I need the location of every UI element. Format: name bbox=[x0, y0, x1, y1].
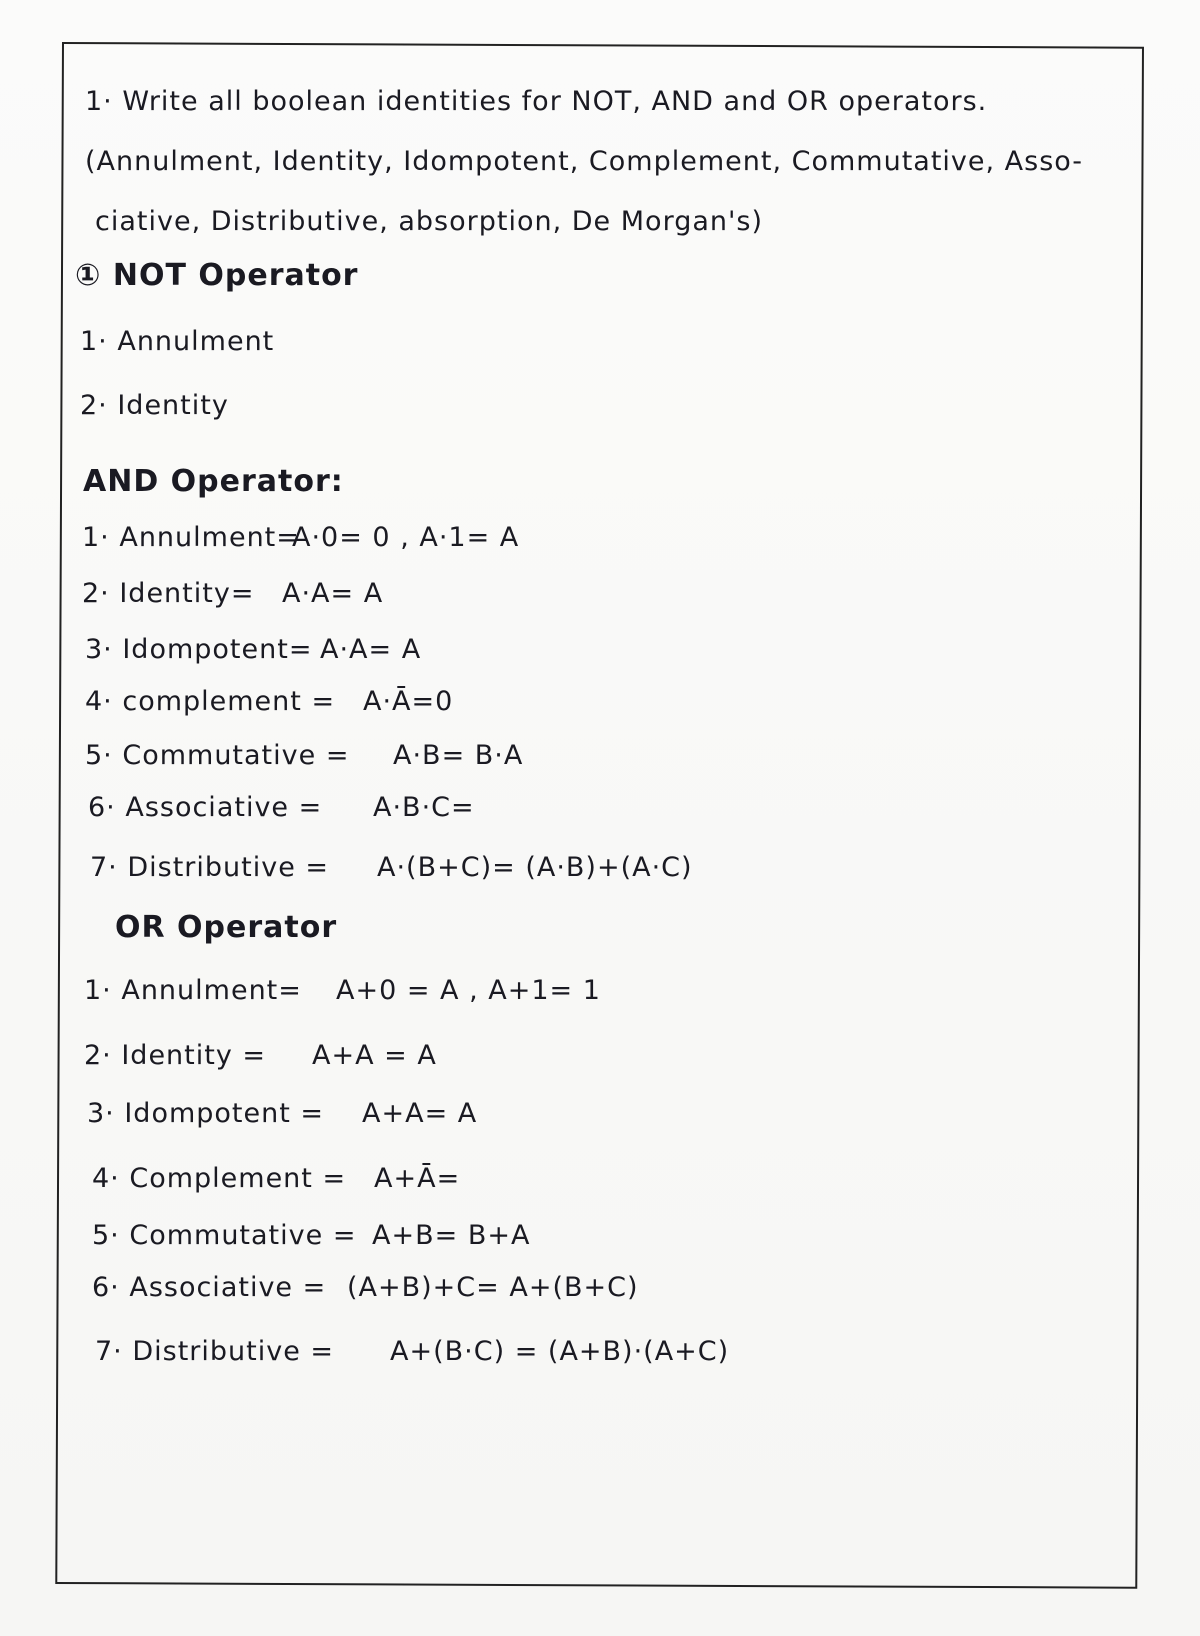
identity-label: 4· complement = bbox=[85, 686, 336, 717]
identity-label: 7· Distributive = bbox=[90, 852, 330, 883]
identity-label: 2· Identity = bbox=[84, 1040, 267, 1071]
identity-label: 6· Associative = bbox=[88, 792, 323, 823]
question-line-3: ciative, Distributive, absorption, De Morgan's) bbox=[95, 206, 764, 237]
identity-expression: A+Ā= bbox=[374, 1163, 461, 1194]
question-line-1: 1· Write all boolean identities for NOT, AND and OR operators. bbox=[85, 86, 988, 117]
not-heading: ① NOT Operator bbox=[75, 258, 359, 293]
identity-label: 3· Idompotent= bbox=[85, 634, 313, 665]
identity-expression: A+A = A bbox=[312, 1040, 437, 1071]
identity-expression: A·B= B·A bbox=[393, 740, 524, 771]
identity-label: 1· Annulment= bbox=[84, 975, 302, 1006]
identity-expression: (A+B)+C= A+(B+C) bbox=[347, 1272, 639, 1303]
identity-label: 1· Annulment= bbox=[82, 522, 300, 553]
identity-label: 5· Commutative = bbox=[85, 740, 350, 771]
identity-expression: A+B= B+A bbox=[372, 1220, 531, 1251]
identity-expression: A·Ā=0 bbox=[363, 686, 454, 717]
and-heading: AND Operator: bbox=[83, 464, 344, 499]
identity-expression: A·0= 0 , A·1= A bbox=[292, 522, 520, 553]
identity-label: 4· Complement = bbox=[92, 1163, 347, 1194]
identity-label: 2· Identity= bbox=[82, 578, 255, 609]
identity-label: 6· Associative = bbox=[92, 1272, 327, 1303]
identity-expression: A·(B+C)= (A·B)+(A·C) bbox=[377, 852, 693, 883]
identity-label: 5· Commutative = bbox=[92, 1220, 357, 1251]
not-item: 1· Annulment bbox=[80, 326, 275, 357]
identity-expression: A·B·C= bbox=[373, 792, 475, 823]
identity-label: 3· Idompotent = bbox=[87, 1098, 325, 1129]
not-item: 2· Identity bbox=[80, 390, 229, 421]
identity-expression: A·A= A bbox=[320, 634, 422, 665]
or-heading: OR Operator bbox=[115, 910, 338, 945]
identity-label: 7· Distributive = bbox=[95, 1336, 335, 1367]
identity-expression: A+A= A bbox=[362, 1098, 478, 1129]
identity-expression: A+0 = A , A+1= 1 bbox=[336, 975, 601, 1006]
question-line-2: (Annulment, Identity, Idompotent, Complement, Commutative, Asso- bbox=[85, 146, 1084, 177]
identity-expression: A·A= A bbox=[282, 578, 384, 609]
identity-expression: A+(B·C) = (A+B)·(A+C) bbox=[390, 1336, 730, 1367]
